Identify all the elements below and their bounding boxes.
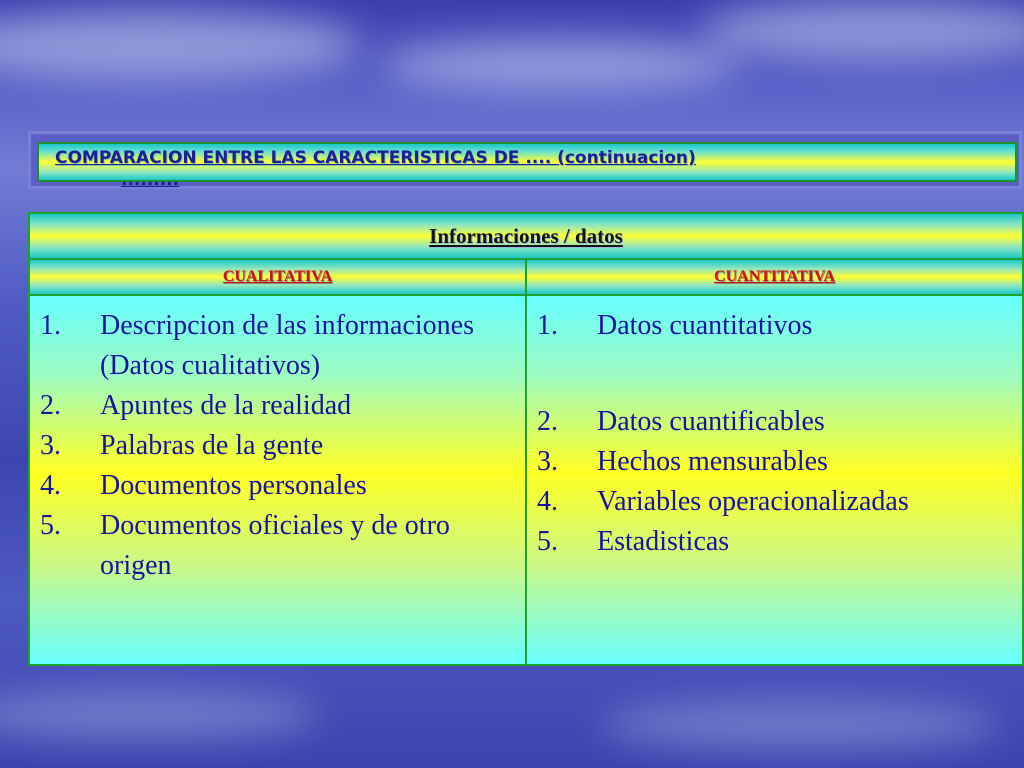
list-spacer <box>527 346 1022 402</box>
cuantitativa-cell <box>526 295 1023 665</box>
list-item: 1. Datos cuantitativos <box>537 310 813 341</box>
list-item: 4. Variables operacionalizadas <box>537 486 909 517</box>
cualitativa-list <box>30 306 525 586</box>
list-item: 1. Descripcion de las informaciones (Datos cualitativos) <box>40 310 474 381</box>
list-item: 2. Datos cuantificables <box>537 406 825 437</box>
list-item: 4. Documentos personales <box>40 470 367 501</box>
list-item: 3. Palabras de la gente <box>40 430 324 461</box>
background-cloud <box>0 10 360 80</box>
background-cloud <box>700 0 1024 60</box>
background-cloud <box>0 690 320 740</box>
column-header-cualitativa: CUALITATIVA <box>29 259 526 295</box>
slide-title-frame <box>28 131 1022 189</box>
comparison-table <box>28 212 1024 666</box>
list-item: 2. Apuntes de la realidad <box>40 390 352 421</box>
cuantitativa-list <box>527 306 1022 562</box>
list-item: 3. Hechos mensurables <box>537 446 828 477</box>
slide-title-continuation: ......... <box>121 170 180 190</box>
slide-title: COMPARACION ENTRE LAS CARACTERISTICAS DE .... (continuacion) <box>55 148 696 168</box>
table-header-label: Informaciones / datos <box>429 223 623 248</box>
list-item: 5. Estadisticas <box>537 526 730 557</box>
background-cloud <box>380 40 740 90</box>
cualitativa-cell <box>29 295 526 665</box>
background-cloud <box>600 700 1000 750</box>
column-header-cuantitativa: CUANTITATIVA <box>526 259 1023 295</box>
table-header <box>29 213 1023 259</box>
list-item: 5. Documentos oficiales y de otro origen <box>40 510 450 581</box>
